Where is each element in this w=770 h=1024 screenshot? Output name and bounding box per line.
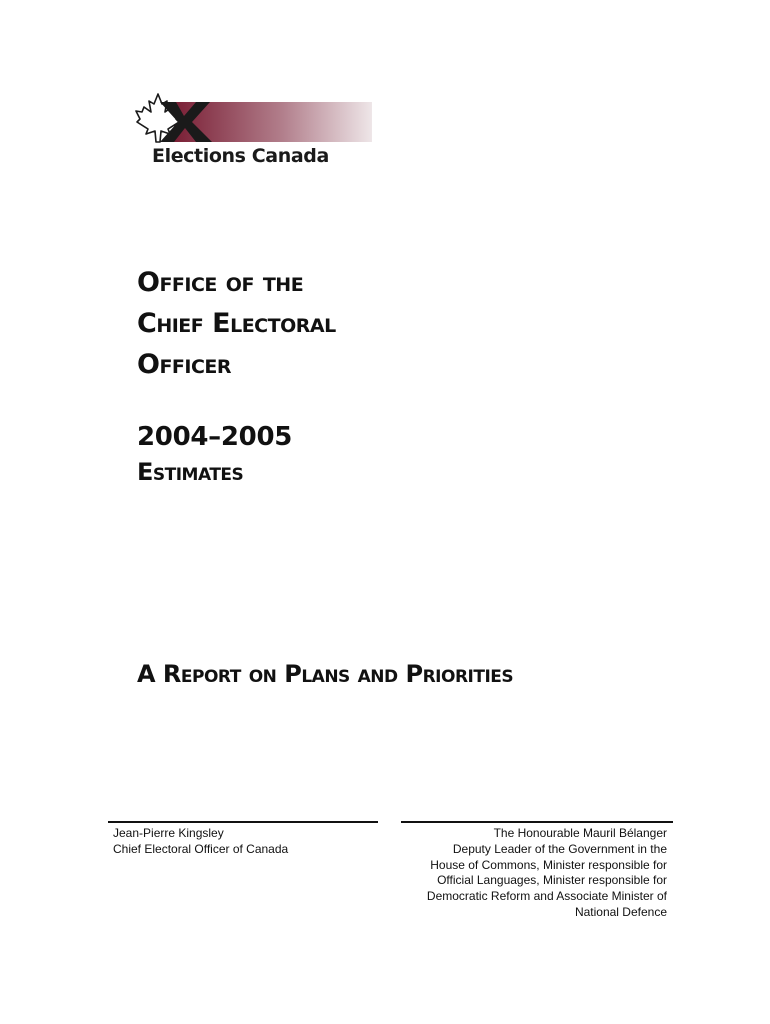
signatory-title: House of Commons, Minister responsible for xyxy=(430,857,667,872)
document-title xyxy=(137,262,336,385)
signatory-title: National Defence xyxy=(574,904,667,919)
logo-graphic xyxy=(134,92,374,166)
estimates-heading: Estimates xyxy=(137,458,244,486)
signatory-name: Jean-Pierre Kingsley xyxy=(113,826,224,840)
signature-block-right xyxy=(401,821,673,921)
signatory-name: The Honourable Mauril Bélanger xyxy=(493,826,667,840)
signatory-title: Democratic Reform and Associate Minister of xyxy=(426,889,667,904)
title-line: Officer xyxy=(137,349,232,380)
report-title: A Report on Plans and Priorities xyxy=(137,660,514,688)
title-line: Chief Electoral xyxy=(137,308,336,339)
signature-block-left xyxy=(108,821,378,858)
signatory-title: Deputy Leader of the Government in the xyxy=(452,841,667,856)
logo-wordmark: Elections Canada xyxy=(152,145,329,166)
signatory-title: Chief Electoral Officer of Canada xyxy=(113,841,289,856)
elections-canada-logo xyxy=(134,92,374,166)
title-line: Office of the xyxy=(137,267,304,298)
fiscal-years: 2004–2005 xyxy=(137,422,293,452)
signatory-title: Official Languages, Minister responsible for xyxy=(437,873,667,888)
